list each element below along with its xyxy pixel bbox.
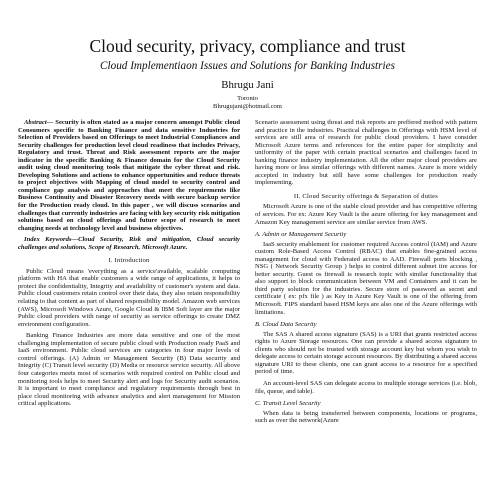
abstract — [18, 119, 240, 232]
right-column — [255, 119, 477, 425]
subsection-heading-admin: A. Admin or Management Security — [255, 231, 347, 239]
author-email: Bhrugujani@hotmail.com — [213, 103, 282, 110]
data-security-paragraph-2: An account-level SAS can delegate access to multiple storage services (i.e. blob, file, queue, and table). — [255, 379, 477, 395]
paper-subtitle: Cloud Implementiaon Issues and Solutions for Banking Industries — [100, 60, 395, 72]
paper-title: Cloud security, privacy, compliance and trust — [89, 36, 406, 56]
subsection-heading-transit: C. Transit Level Security — [255, 400, 321, 408]
index-keywords: Index Keywords—Cloud Security, Risk and mitigation, Cloud security challenges and solutions, Scope of Research, Microsoft Azure. — [18, 236, 240, 251]
left-column — [18, 119, 240, 425]
abstract-body: Security is often stated as a major concern amongst Public cloud Consumers specific to Banking Finance and data sensitive Industries for Selection of Providers based on Offerings to meet Industrial Compliances and Security challenges for production level cloud readiness that includes Privacy, Regulatory and trust. Threat and Risk assessment reports are the major indicator in the specific Banking & Finance domain for the Cloud Security audit using cloud monitoring tools that mitigate the cyber threat and risk. Developing Solutions and actions to enhance opportunities and reduce threats to project objectives with Mapping of cloud model to security control and compliance gap analysis and approaches that meet the requirements like Business Continuity and Disaster Recovery needs with secure backup service for the Production ready cloud. In this paper , we will discuss scenarios and challenges that currently industries are facing with key security risk mitigation solutions based on cloud offerings and future scope of research to meet changing needs at technology level and business objectives. — [18, 119, 240, 232]
scenario-paragraph: Scenario assessment using threat and risk reports are preffered method with pattern and practice in the industries. Practical challenges in Offerings with HSM level of services are still area of research for public cloud providers. I have consider Microsoft Azure terms and references for the entire paper for simplicity and uniformity of the paper with certain practical scenarios and challenges faced in banking finance industry implementation. All the other major cloud providers are having more or less similar offerings with different names. Azure is more widely accepted in industry but still have some challenges for production ready implementing. — [255, 119, 477, 187]
subsection-heading-data: B. Cloud Data Security — [255, 321, 317, 329]
intro-paragraph-1: Public Cloud means 'everything as a service'available, scalable computing platform with HA that enable customers a wide range of applications, it helps to protect the confidentiality, Integrity and availability of customer's system and data. Public cloud customers retain control over their data, they also retain responsibility relating to that content as part of shared responsibility model. Amazon web services (AWS), Microsoft Windows Azure, Google Cloud & IBM Soft layer are the major Public cloud providers with range of security as service offerings to create DMZ environment configuration. — [18, 267, 240, 328]
admin-security-paragraph: IaaS security enablement for customer required Access control (IAM) and Azure custom Role-Based Access Control (RBAC) that enables fine-grained access management for cloud with Federated access to AAD. Firewall ports blocking , NSG ( Network Security Group ) helps to control different subnet tire access for better security. Guest os firewall is research topic with similar functionality that also support to block communication between VM and Containers and it can be third party solution for the industries. Secure store of password as secret and certificate ( ex: pfx file ) as Key in Azure Key Vault is one of the offering from Microsoft. FIPS standard based HSM keys are also one of the Azure offerings with limitations. — [255, 240, 477, 316]
abstract-lead: Abstract— — [24, 119, 54, 126]
two-column-body — [18, 119, 477, 425]
data-security-paragraph-1: The SAS A shared access signature (SAS) is a URI that grants restricted access rights to Azure Storage resources. One can provide a shared access signature to clients who should not be trusted with storage account key but whom you wish to delegate access to certain storage account resources. By distributing a shared access signature URI to these clients, one can grant access to a resource for a specified period of time. — [255, 330, 477, 376]
intro-paragraph-2: Banking Finance Industries are more data sensitive and one of the most challenging implementation of secure public cloud with Production ready PaaS and IaaS environment. Public cloud services are categories in four major levels of control offerings. (A) Admin or Management Security (B) Data security and Integrity (C) Transit level security (D) Media or resource service security. All above four categories meets most of scenarios with required control on Public cloud and monitoring tools helps to meet Security alert and logs for Security audit scenarios. It is important to meet compliance and regulatory requirements through best in place cloud monitoring with advance analytics and alert management for Mission critical applications. — [18, 332, 240, 408]
author-city: Toronto — [237, 95, 258, 102]
offerings-paragraph: Microsoft Azure is one of the stable cloud provider and has competitive offering of services. For ex: Azure Key Vault is the azure offering for key management and Amazon Key management service are similar service from AWS. — [255, 203, 477, 226]
section-heading-offerings: II. Cloud Security offerings & Separation of duties — [293, 192, 439, 200]
author-name: Bhrugu Jani — [221, 79, 274, 91]
transit-security-paragraph: When data is being transferred between components, locations or programs, such as over the network(Azure — [255, 409, 477, 425]
section-heading-introduction: I. Introduction — [108, 257, 150, 265]
